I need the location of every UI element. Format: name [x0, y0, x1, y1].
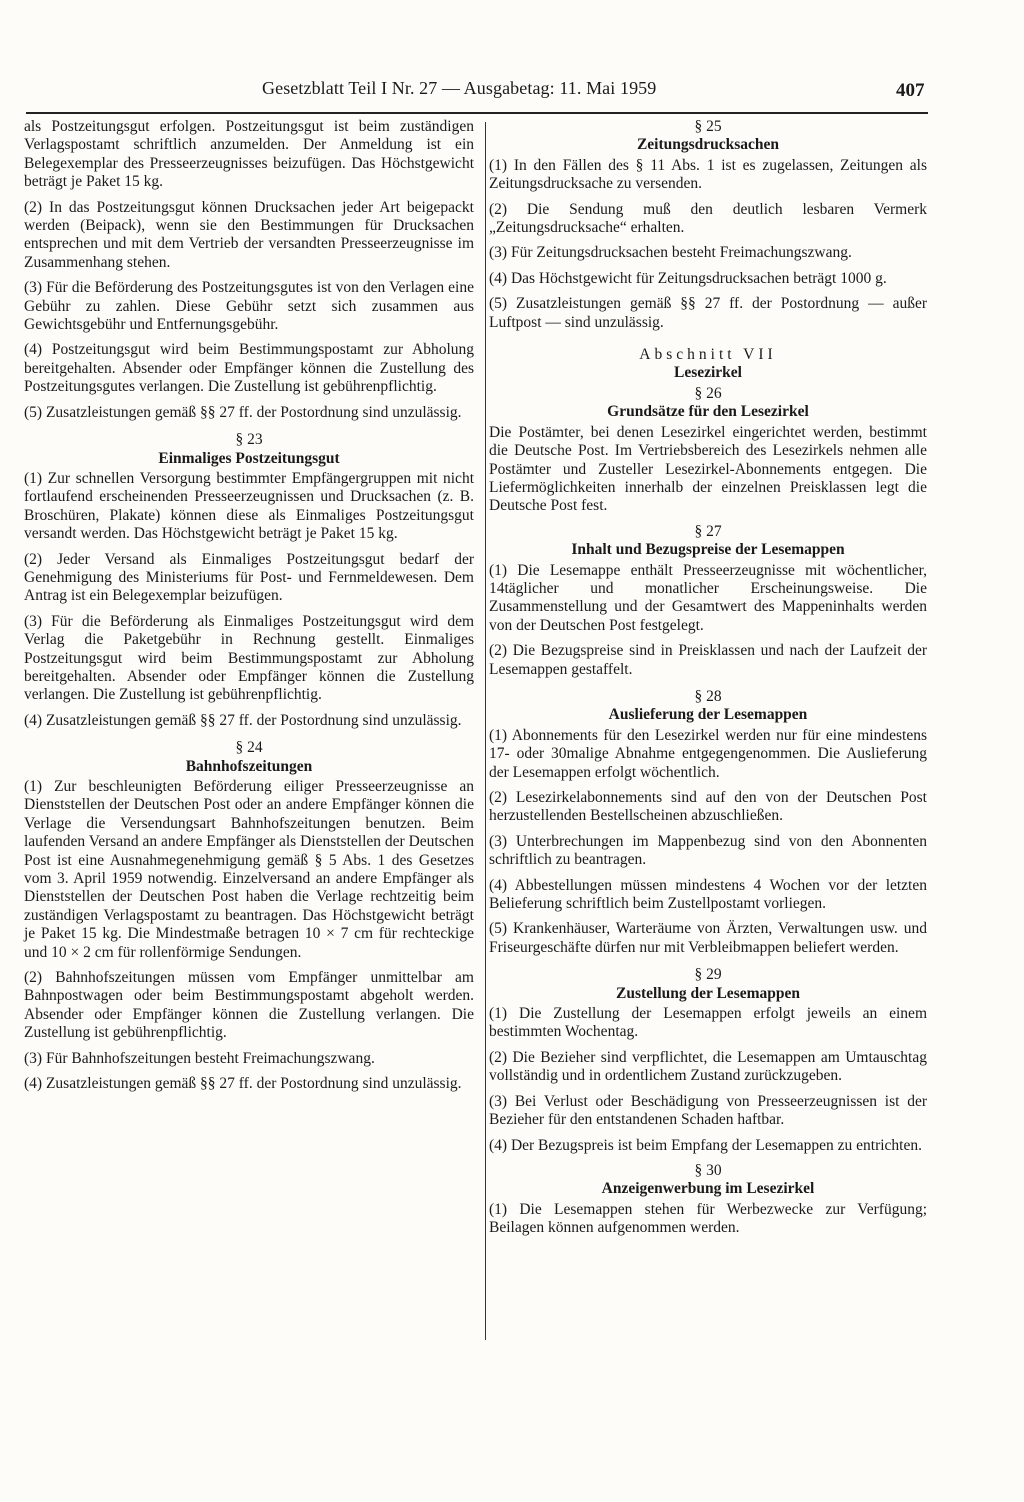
paragraph: (5) Zusatzleistungen gemäß §§ 27 ff. der Postordnung sind unzulässig. — [24, 403, 462, 421]
paragraph: (5) Krankenhäuser, Warteräume von Ärzten, Verwaltungen usw. und Friseurgeschäfte dürfen nur mit Verbleibmappen beliefert werden. — [489, 920, 927, 956]
section-symbol: § 26 — [694, 384, 722, 402]
paragraph: (3) Für die Beförderung als Einmaliges Postzeitungsgut wird dem Verlag die Paketgebühr in Rechnung gestellt. Einmaliges Postzeitungsgut wird beim Bestimmungspostamt zur Abholung bereitgehalten. Absender oder Empfänger können die Zustellung verlangen. Die Zustellung ist gebührenpflichtig. — [24, 612, 474, 704]
paragraph: (4) Das Höchstgewicht für Zeitungsdrucksachen beträgt 1000 g. — [489, 269, 887, 287]
section-title: Einmaliges Postzeitungsgut — [158, 449, 340, 467]
paragraph: als Postzeitungsgut erfolgen. Postzeitungsgut ist beim zuständigen Verlagspostamt schriftlich anzumelden. Der Anmeldung ist ein Belegexemplar des Presseerzeugnisses beizufügen. Das Höchstgewicht beträgt je Paket 15 kg. — [24, 118, 474, 191]
section-symbol: § 23 — [235, 431, 263, 449]
paragraph: (4) Zusatzleistungen gemäß §§ 27 ff. der Postordnung sind unzulässig. — [24, 1075, 462, 1093]
paragraph: (5) Zusatzleistungen gemäß §§ 27 ff. der Postordnung — außer Luftpost — sind unzulässig. — [489, 295, 927, 331]
section-symbol: § 24 — [235, 739, 263, 757]
section-title: Inhalt und Bezugspreise der Lesemappen — [571, 541, 845, 559]
paragraph: (2) Bahnhofszeitungen müssen vom Empfänger unmittelbar am Bahnpostwagen oder beim Bestimmungspostamt abgeholt werden. Absender oder Empfänger können die Zustellung verlangen. Die Zustellung ist gebührenpflichtig. — [24, 969, 474, 1042]
paragraph: Die Postämter, bei denen Lesezirkel eingerichtet werden, bestimmt die Deutsche Post. Im Vertriebsbereich des Lesezirkels nehmen alle Postämter und Zusteller Lesezirkel-Abonnements entgegen. Die Liefermöglichkeiten innerhalb der einzelnen Preisklassen legt die Deutsche Post fest. — [489, 423, 927, 515]
paragraph: (3) Bei Verlust oder Beschädigung von Presseerzeugnissen ist der Bezieher für den entstandenen Schaden haftbar. — [489, 1092, 927, 1129]
paragraph: (4) Der Bezugspreis ist beim Empfang der Lesemappen zu entrichten. — [489, 1136, 922, 1154]
paragraph: (1) Die Lesemappe enthält Presseerzeugnisse mit wöchentlicher, 14täglicher und monatlicher Erscheinungsweise. Die Zusammenstellung und der Gesamtwert des Mappeninhalts werden von der Deutschen Post festgelegt. — [489, 561, 927, 634]
paragraph: (2) Jeder Versand als Einmaliges Postzeitungsgut bedarf der Genehmigung des Ministeriums für Post- und Fernmeldewesen. Dem Antrag ist ein Belegexemplar beizufügen. — [24, 550, 474, 605]
column-divider — [485, 122, 486, 1340]
paragraph: (4) Abbestellungen müssen mindestens 4 Wochen vor der letzten Belieferung schriftlich beim Zustellpostamt vorliegen. — [489, 876, 927, 913]
paragraph: (2) Lesezirkelabonnements sind auf den von der Deutschen Post herzustellenden Bestellscheinen abzuschließen. — [489, 789, 927, 825]
section-title: Grundsätze für den Lesezirkel — [607, 403, 809, 421]
paragraph: (1) In den Fällen des § 11 Abs. 1 ist es zugelassen, Zeitungen als Zeitungsdrucksache zu versenden. — [489, 156, 927, 193]
section-symbol: § 30 — [694, 1161, 722, 1179]
paragraph: (2) Die Bezugspreise sind in Preisklassen und nach der Laufzeit der Lesemappen gestaffelt. — [489, 642, 927, 678]
section-symbol: § 27 — [694, 522, 722, 540]
paragraph: (2) In das Postzeitungsgut können Drucksachen jeder Art beigepackt werden (Beipack), wenn sie den Bestimmungen für Drucksachen entsprechen und mit dem Vertrieb der versandten Presseerzeugnisse im Zusammenhang stehen. — [24, 198, 474, 271]
section-symbol: § 25 — [694, 118, 722, 135]
section-symbol: § 29 — [694, 966, 722, 984]
header-rule — [26, 112, 928, 114]
paragraph: (3) Für Zeitungsdrucksachen besteht Freimachungszwang. — [489, 244, 852, 262]
running-header: Gesetzblatt Teil I Nr. 27 — Ausgabetag: 11. Mai 1959 — [262, 78, 657, 98]
left-column — [24, 118, 474, 1101]
right-column — [489, 118, 927, 1245]
chapter-title: Lesezirkel — [673, 364, 742, 382]
section-title: Zeitungsdrucksachen — [636, 136, 780, 154]
paragraph: (2) Die Bezieher sind verpflichtet, die Lesemappen am Umtauschtag vollständig und in ordentlichem Zustand zurückzugeben. — [489, 1048, 927, 1085]
paragraph: (1) Abonnements für den Lesezirkel werden nur für eine mindestens 17- oder 30malige Abnahme entgegengenommen. Die Auslieferung der Lesemappen erfolgt wöchentlich. — [489, 726, 927, 781]
chapter-label: Abschnitt VII — [639, 346, 777, 364]
paragraph: (1) Die Lesemappen stehen für Werbezwecke zur Verfügung; Beilagen können aufgenommen werden. — [489, 1200, 927, 1237]
section-title: Auslieferung der Lesemappen — [608, 706, 808, 724]
paragraph: (3) Für die Beförderung des Postzeitungsgutes ist von den Verlagen eine Gebühr zu zahlen. Diese Gebühr setzt sich zusammen aus Gewichtsgebühr und Entfernungsgebühr. — [24, 279, 474, 334]
section-title: Bahnhofszeitungen — [185, 757, 313, 775]
section-symbol: § 28 — [694, 687, 722, 705]
paragraph: (3) Für Bahnhofszeitungen besteht Freimachungszwang. — [24, 1049, 375, 1067]
paragraph: (4) Zusatzleistungen gemäß §§ 27 ff. der Postordnung sind unzulässig. — [24, 711, 462, 729]
paragraph: (4) Postzeitungsgut wird beim Bestimmungspostamt zur Abholung bereitgehalten. Absender oder Empfänger können die Zustellung des Postzeitungsgutes verlangen. Die Zustellung ist gebührenpflichtig. — [24, 341, 474, 396]
section-title: Anzeigenwerbung im Lesezirkel — [601, 1180, 815, 1198]
section-title: Zustellung der Lesemappen — [615, 984, 801, 1002]
paragraph: (1) Zur beschleunigten Beförderung eiliger Presseerzeugnisse an Dienststellen der Deutschen Post oder an andere Empfänger können die Verlage die Versendungsart Bahnhofszeitungen benutzen. Beim laufenden Versand an andere Empfänger als Dienststellen der Deutschen Post ist eine Ausnahmegenehmigung gemäß § 5 Abs. 1 des Gesetzes vom 3. April 1959 notwendig. Einzelversand an andere Empfänger als Dienststellen der Deutschen Post haben die Verlage rechtzeitig beim zuständigen Verlagspostamt zu beantragen. Das Höchstgewicht beträgt je Paket 15 kg. Die Mindestmaße betragen 10 × 7 cm für rechteckige und 10 × 2 cm für rollenförmige Sendungen. — [24, 778, 474, 961]
paragraph: (3) Unterbrechungen im Mappenbezug sind von den Abonnenten schriftlich zu beantragen. — [489, 832, 927, 869]
paragraph: (2) Die Sendung muß den deutlich lesbaren Vermerk „Zeitungsdrucksache“ erhalten. — [489, 200, 927, 237]
page-number: 407 — [896, 80, 925, 101]
paragraph: (1) Zur schnellen Versorgung bestimmter Empfängergruppen mit nicht fortlaufend erscheinenden Presseerzeugnissen und Drucksachen (z. B. Broschüren, Plakate) können diese als Einmaliges Postzeitungsgut versandt werden. Das Höchstgewicht beträgt je Paket 15 kg. — [24, 469, 474, 543]
paragraph: (1) Die Zustellung der Lesemappen erfolgt jeweils an einem bestimmten Wochentag. — [489, 1005, 927, 1041]
